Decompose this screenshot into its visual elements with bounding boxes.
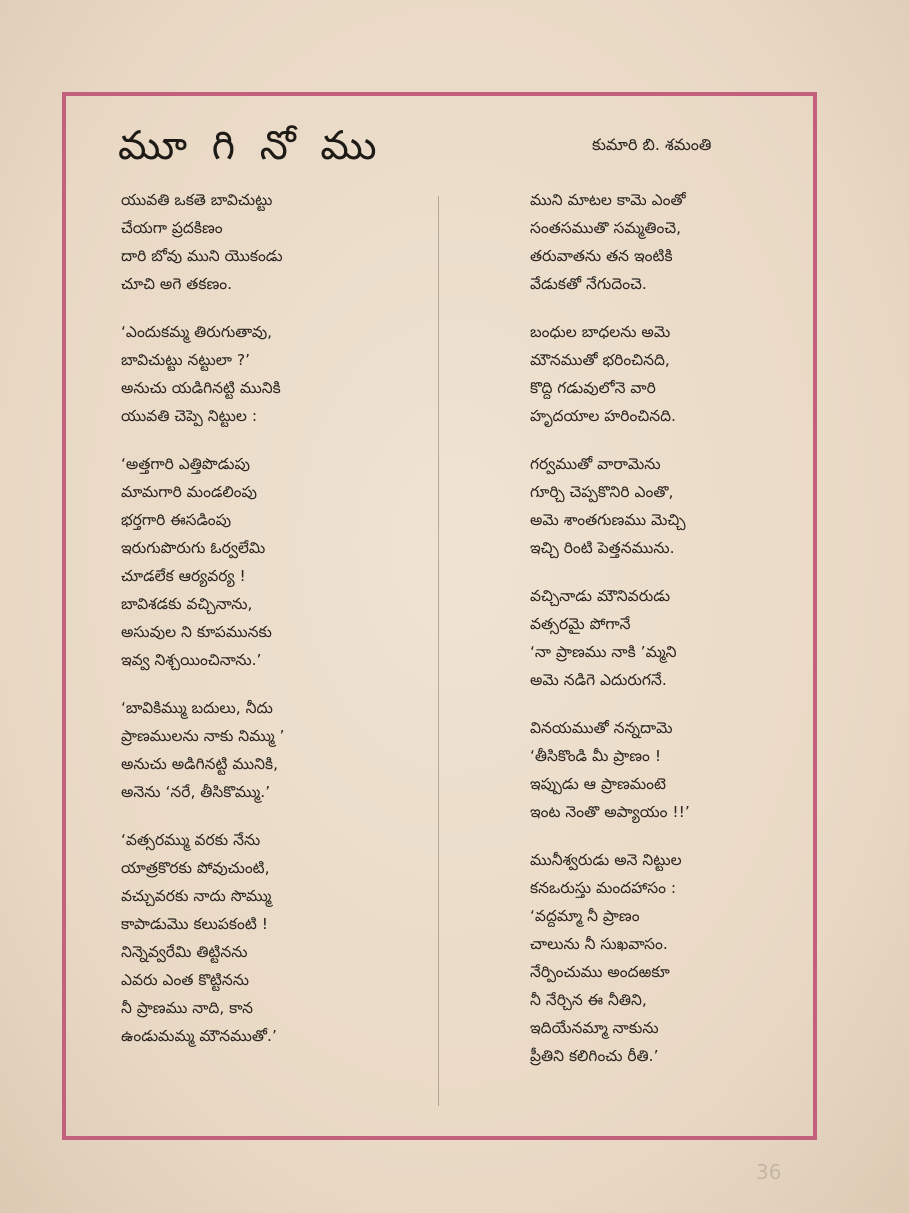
poem-line: బావిచుట్టు నట్టులా ?’ xyxy=(121,351,251,369)
poem-line: కనఒరుస్తు మందహాసం : xyxy=(530,879,677,897)
poem-line: హృదయాల హరించినది. xyxy=(530,407,676,425)
poem-line: నీ ప్రాణము నాది, కాన xyxy=(121,999,254,1017)
poem-line: చేయగా ప్రదకిణం xyxy=(121,219,223,237)
poem-stanza xyxy=(121,826,421,1050)
poem-line: కాపాడుమెు కలుపకంటి ! xyxy=(121,915,268,933)
poem-line: అనుచు అడిగినట్టి మునికి, xyxy=(121,755,279,773)
poem-line: బంధుల బాధలను అమె xyxy=(530,323,671,341)
poem-line: యువతి చెప్పె నిట్టుల : xyxy=(121,407,258,425)
poem-line: ‘ఎందుకమ్మ తిరుగుతావు, xyxy=(121,323,273,341)
poem-line: కొద్ది గడువులోనె వారి xyxy=(530,379,656,397)
poem-stanza xyxy=(121,186,421,298)
poem-line: మౌనముతో భరించినది, xyxy=(530,351,670,369)
poem-line: ప్రీతిని కలిగించు రీతి.’ xyxy=(530,1047,659,1065)
poem-line: నీ నేర్చిన ఈ నీతిని, xyxy=(530,991,647,1009)
poem-line: వచ్చినాడు మౌనివరుడు xyxy=(530,587,671,605)
poem-stanza xyxy=(121,450,421,674)
column-divider xyxy=(438,196,439,1106)
poem-line: ‘వద్దమ్మా నీ ప్రాణం xyxy=(530,907,640,925)
poem-stanza xyxy=(530,846,800,1070)
poem-line: అనుచు యడిగినట్టి మునికి xyxy=(121,379,281,397)
poem-line: ఇచ్చి రింటి పెత్తనమును. xyxy=(530,539,675,557)
poem-stanza xyxy=(530,714,800,826)
poem-line: ఇంట నెంతొ అప్యాయం !!’ xyxy=(530,803,690,821)
poem-line: అమె శాంతగుణము మెచ్చి xyxy=(530,511,686,529)
poem-line: దారి బోవు ముని యొకండు xyxy=(121,247,283,265)
poem-line: అనెను ‘నరే, తీసికొమ్ము.’ xyxy=(121,783,271,801)
poem-stanza xyxy=(530,318,800,430)
poem-line: ఇరుగుపొరుగు ఓర్వలేమి xyxy=(121,539,266,557)
poem-line: వినయముతో నన్నదామె xyxy=(530,719,673,737)
poem-author: కుమారి బి. శమంతి xyxy=(592,135,712,154)
poem-stanza xyxy=(530,450,800,562)
poem-line: భర్తగారి ఈసడింపు xyxy=(121,511,232,529)
poem-line: నేర్పించుము అందఱకూ xyxy=(530,963,670,981)
poem-line: మునీశ్వరుడు అనె నిట్టుల xyxy=(530,851,682,869)
poem-line: ముని మాటల కామె ఎంతో xyxy=(530,191,686,209)
poem-stanza xyxy=(530,582,800,694)
poem-line: సంతసముతొ సమ్మతించె, xyxy=(530,219,682,237)
poem-line: చూచి అగె తకణం. xyxy=(121,275,233,293)
poem-line: ఇప్పుడు ఆ ప్రాణమంటె xyxy=(530,775,666,793)
poem-title: మూ గి నో ము xyxy=(118,123,383,169)
poem-stanza xyxy=(121,318,421,430)
poem-line: ఎవరు ఎంత కొట్టినను xyxy=(121,971,249,989)
poem-line: ‘అత్తగారి ఎత్తిపొడుపు xyxy=(121,455,251,473)
poem-line: ప్రాణములను నాకు నిమ్ము ’ xyxy=(121,727,285,745)
poem-line: ‘బావికిమ్ము బదులు, నీదు xyxy=(121,699,273,717)
poem-left-column xyxy=(121,186,421,1070)
poem-line: వేడుకతో నేగుదెంచె. xyxy=(530,275,647,293)
poem-line: వత్సరమై పోగానే xyxy=(530,615,631,633)
poem-stanza xyxy=(530,186,800,298)
poem-line: మామగారి మండలింపు xyxy=(121,483,257,501)
poem-line: ‘తీసికొండి మీ ప్రాణం ! xyxy=(530,747,662,765)
poem-line: నిన్నెవ్వరేమి తిట్టినను xyxy=(121,943,248,961)
poem-line: వచ్చువరకు నాదు సొమ్ము xyxy=(121,887,272,905)
poem-line: ఇవ్వ నిశ్చయించినాను.’ xyxy=(121,651,262,669)
poem-line: తరువాతను తన ఇంటికి xyxy=(530,247,673,265)
poem-line: అమె నడిగె ఎదురుగనే. xyxy=(530,671,667,689)
poem-line: ‘వత్సరమ్ము వరకు నేను xyxy=(121,831,261,849)
poem-line: అసువుల ని కూపమునకు xyxy=(121,623,272,641)
poem-line: ఇదియేనమ్మా నాకును xyxy=(530,1019,659,1037)
poem-line: ఉండుమమ్మ మౌనముతో.’ xyxy=(121,1027,277,1045)
poem-right-column xyxy=(530,186,800,1090)
poem-line: చూడలేక ఆర్యవర్య ! xyxy=(121,567,246,585)
poem-line: ‘నా ప్రాణము నాకి ’మ్మని xyxy=(530,643,677,661)
poem-line: యాత్రకొరకు పోవుచుంటి, xyxy=(121,859,270,877)
page-number: 36 xyxy=(756,1160,782,1184)
poem-line: గూర్చి చెప్పకొనిరి ఎంతొ, xyxy=(530,483,674,501)
poem-line: యువతి ఒకతె బావిచుట్టు xyxy=(121,191,273,209)
poem-line: బావిశడకు వచ్చినాను, xyxy=(121,595,253,613)
poem-line: చాలును నీ సుఖవాసం. xyxy=(530,935,668,953)
poem-line: గర్వముతో వారామెను xyxy=(530,455,661,473)
poem-stanza xyxy=(121,694,421,806)
